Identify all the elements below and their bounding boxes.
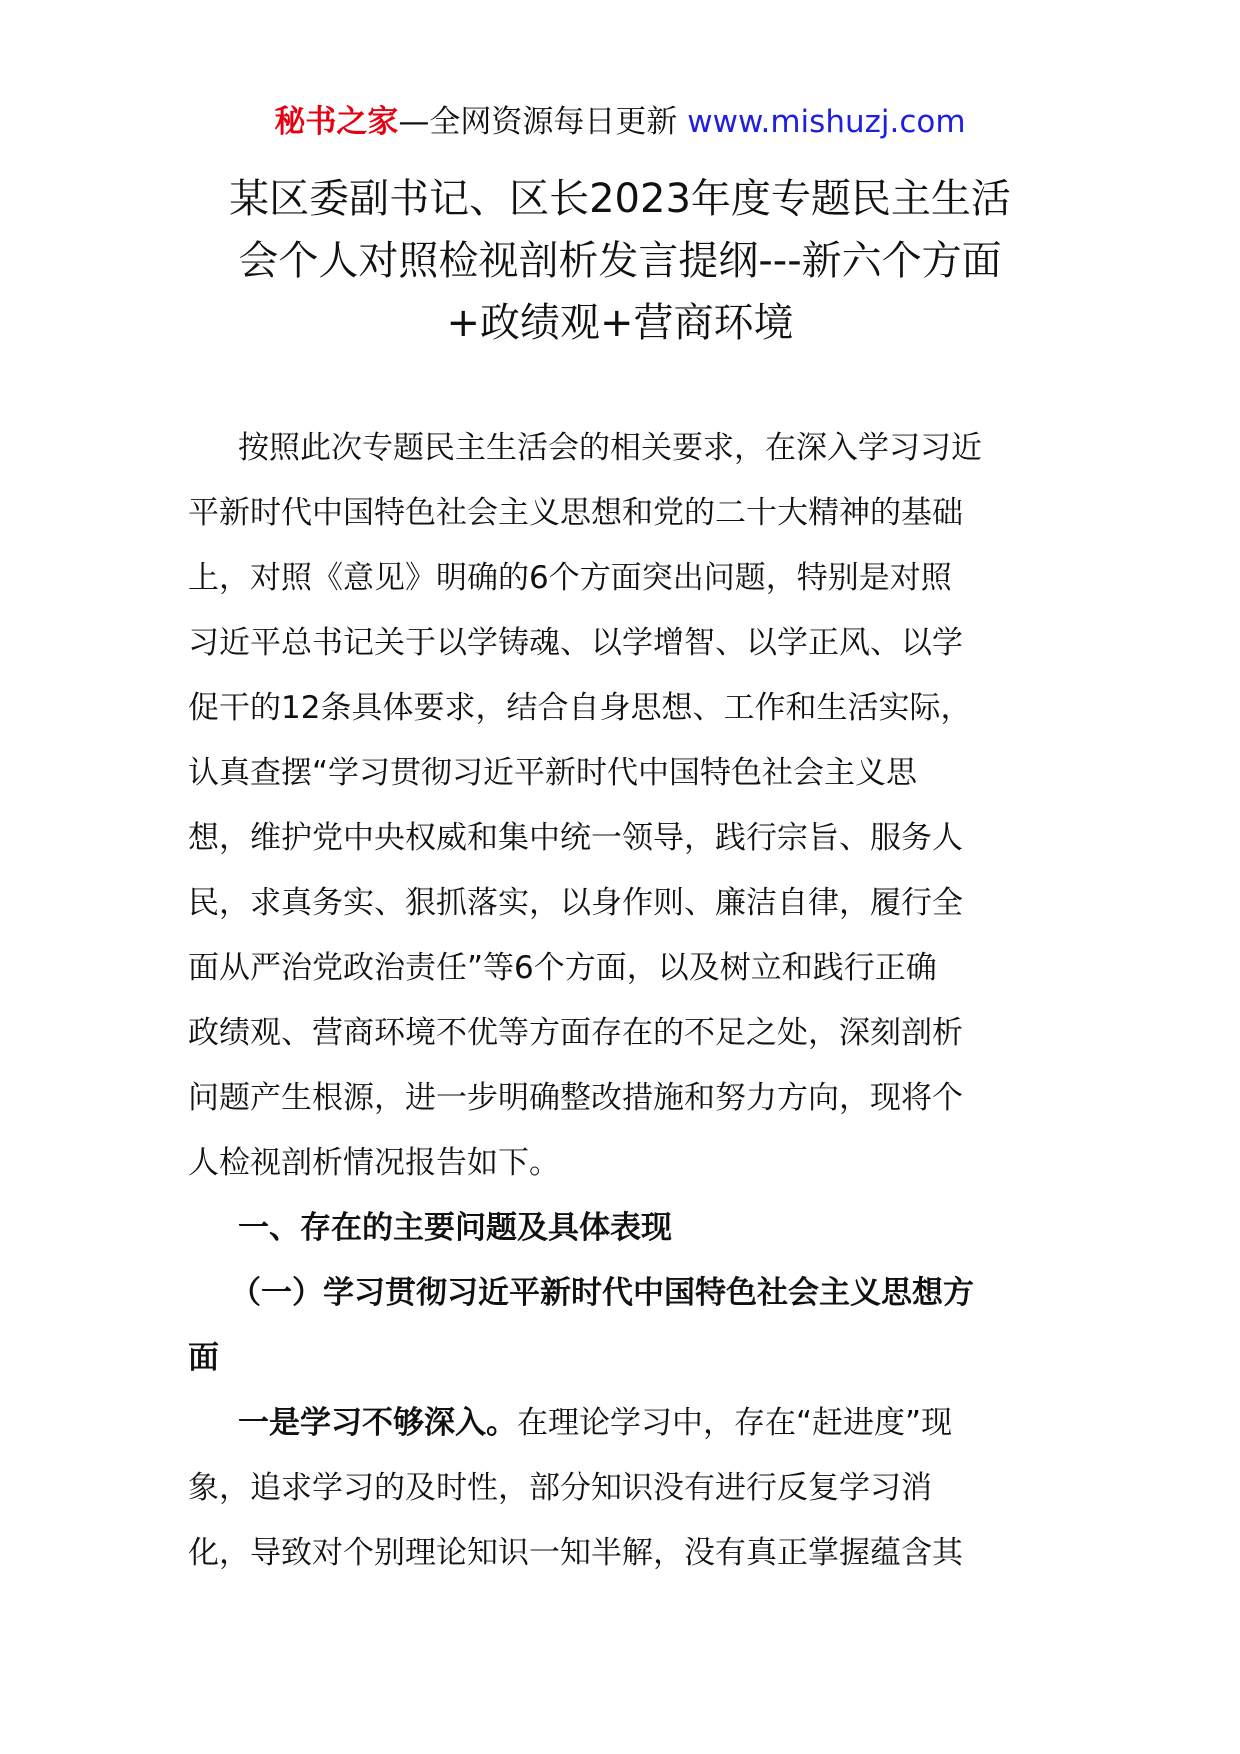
document-title xyxy=(195,168,1045,354)
intro-paragraph-line: 按照此次专题民主生活会的相关要求，在深入学习习近 xyxy=(238,430,982,466)
intro-paragraph-line: 上，对照《意见》明确的6个方面突出问题，特别是对照 xyxy=(188,560,952,596)
document-body xyxy=(188,416,1052,1586)
point-lead: 一是学习不够深入。 xyxy=(238,1405,517,1441)
site-tagline: —全网资源每日更新 xyxy=(398,104,678,140)
intro-paragraph-line: 促干的12条具体要求，结合自身思想、工作和生活实际， xyxy=(188,690,972,726)
intro-paragraph-line: 习近平总书记关于以学铸魂、以学增智、以学正风、以学 xyxy=(188,625,963,661)
subsection-heading: （一）学习贯彻习近平新时代中国特色社会主义思想方 xyxy=(230,1275,974,1311)
point-paragraph-line: 象，追求学习的及时性，部分知识没有进行反复学习消 xyxy=(188,1470,932,1506)
section-heading: 一、存在的主要问题及具体表现 xyxy=(238,1210,672,1246)
intro-paragraph-line: 民，求真务实、狠抓落实，以身作则、廉洁自律，履行全 xyxy=(188,885,963,921)
intro-paragraph-line: 平新时代中国特色社会主义思想和党的二十大精神的基础 xyxy=(188,495,963,531)
point-paragraph-line: 化，导致对个别理论知识一知半解，没有真正掌握蕴含其 xyxy=(188,1535,963,1571)
site-banner xyxy=(0,102,1240,142)
intro-paragraph-line: 问题产生根源，进一步明确整改措施和努力方向，现将个 xyxy=(188,1080,963,1116)
point-text: 在理论学习中，存在“赶进度”现 xyxy=(517,1405,953,1441)
intro-paragraph-line: 想，维护党中央权威和集中统一领导，践行宗旨、服务人 xyxy=(188,820,963,856)
point-paragraph-line xyxy=(188,1391,1052,1456)
site-url-link[interactable]: www.mishuzj.com xyxy=(687,104,966,140)
title-line: 会个人对照检视剖析发言提纲---新六个方面 xyxy=(238,238,1002,284)
intro-paragraph-line: 认真查摆“学习贯彻习近平新时代中国特色社会主义思 xyxy=(188,755,918,791)
title-line: +政绩观+营商环境 xyxy=(446,300,794,346)
intro-paragraph-line: 政绩观、营商环境不优等方面存在的不足之处，深刻剖析 xyxy=(188,1015,963,1051)
subsection-heading-continued: 面 xyxy=(188,1340,219,1376)
title-line: 某区委副书记、区长2023年度专题民主生活 xyxy=(229,176,1011,222)
intro-paragraph-line: 面从严治党政治责任”等6个方面，以及树立和践行正确 xyxy=(188,950,937,986)
brand-name: 秘书之家 xyxy=(274,104,399,140)
intro-paragraph-line: 人检视剖析情况报告如下。 xyxy=(188,1145,560,1181)
